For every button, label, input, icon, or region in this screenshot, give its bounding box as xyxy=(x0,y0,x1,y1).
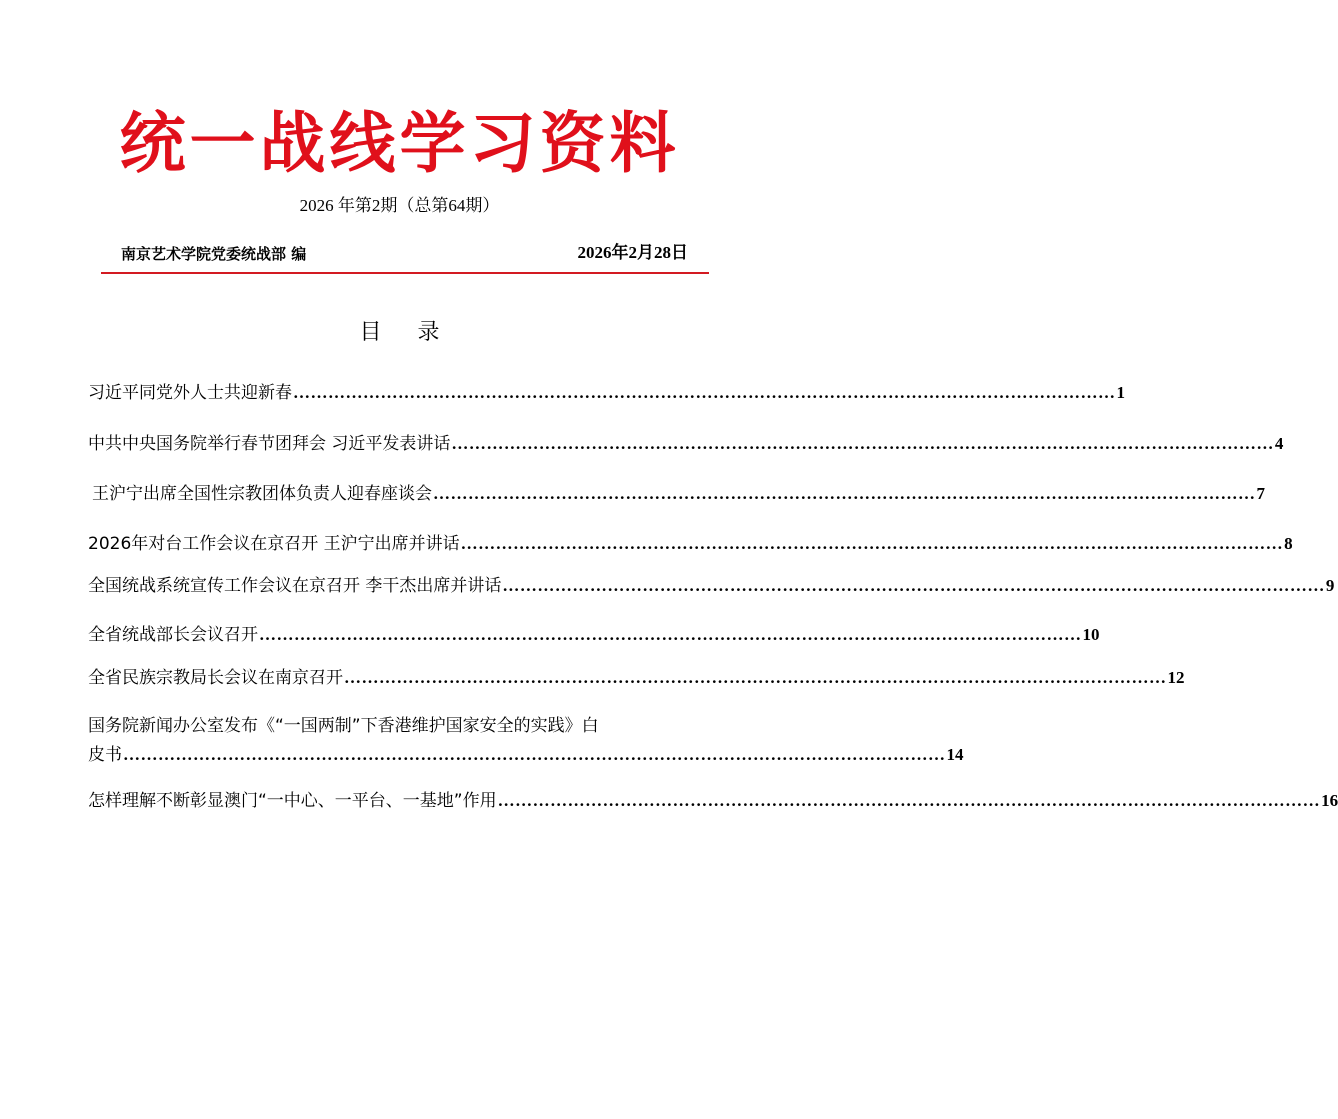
issue-number: 2026 年第2期（总第64期） xyxy=(299,196,500,215)
toc-page-number: 4 xyxy=(1274,434,1284,453)
toc-leader: …………………………………………………………………………………………………………………………… xyxy=(451,434,1274,453)
toc-entry-title: 怎样理解不断彰显澳门“一中心、一平台、一基地”作用 xyxy=(88,791,497,811)
toc-heading xyxy=(0,318,799,348)
toc-entry-title: 习近平同党外人士共迎新春 xyxy=(88,383,292,403)
toc-leader: …………………………………………………………………………………………………………………………… xyxy=(433,484,1256,503)
toc-entry-title: 2026年对台工作会议在京召开 王沪宁出席并讲话 xyxy=(88,534,460,554)
toc-entry-title: 全省统战部长会议召开 xyxy=(88,625,258,645)
toc-heading-char: 录 xyxy=(417,320,440,345)
toc-leader: …………………………………………………………………………………………………………………………… xyxy=(259,625,1082,644)
toc-leader: …………………………………………………………………………………………………………………………… xyxy=(460,534,1284,553)
toc-page-number: 16 xyxy=(1321,791,1338,810)
toc-entry[interactable] xyxy=(88,381,1125,405)
toc-page-number: 7 xyxy=(1256,484,1265,503)
toc-leader: …………………………………………………………………………………………………………………………… xyxy=(497,791,1321,810)
toc-entry-title-continued: 皮书 xyxy=(88,745,122,765)
editor-department: 南京艺术学院党委统战部 编 xyxy=(121,245,307,263)
toc-page-number: 1 xyxy=(1116,383,1125,402)
toc-leader: …………………………………………………………………………………………………………………………… xyxy=(502,576,1325,595)
toc-entry-title: 王沪宁出席全国性宗教团体负责人迎春座谈会 xyxy=(92,484,432,504)
toc-entry-title: 全省民族宗教局长会议在南京召开 xyxy=(88,668,343,688)
toc-entry[interactable] xyxy=(88,623,1100,647)
toc-entry-title: 中共中央国务院举行春节团拜会 习近平发表讲话 xyxy=(88,434,451,454)
toc-page-number: 14 xyxy=(946,745,964,764)
toc-leader: …………………………………………………………………………………………………………………………… xyxy=(344,668,1167,687)
toc-page-number: 9 xyxy=(1325,576,1335,595)
toc-page-number: 12 xyxy=(1167,668,1185,687)
toc-entry[interactable] xyxy=(88,714,964,767)
toc-entry[interactable] xyxy=(92,482,1265,506)
toc-heading-char: 目 xyxy=(359,320,382,345)
publication-date: 2026年2月28日 xyxy=(577,243,688,262)
toc-leader: …………………………………………………………………………………………………………………………… xyxy=(293,383,1116,402)
header-divider xyxy=(101,272,709,274)
toc-leader: …………………………………………………………………………………………………………………………… xyxy=(123,745,946,764)
toc-entry-title: 国务院新闻办公室发布《“一国两制”下香港维护国家安全的实践》白 xyxy=(88,716,599,736)
toc-page-number: 10 xyxy=(1082,625,1100,644)
toc-entry[interactable] xyxy=(88,666,1185,690)
toc-entry[interactable] xyxy=(88,532,1293,556)
toc-entry[interactable] xyxy=(88,789,1338,813)
masthead-title: 统一战线学习资料 xyxy=(119,104,680,182)
toc-entry[interactable] xyxy=(88,574,1335,598)
toc-page-number: 8 xyxy=(1284,534,1293,553)
toc-entry-title: 全国统战系统宣传工作会议在京召开 李干杰出席并讲话 xyxy=(88,576,502,596)
toc-entry[interactable] xyxy=(88,432,1284,456)
